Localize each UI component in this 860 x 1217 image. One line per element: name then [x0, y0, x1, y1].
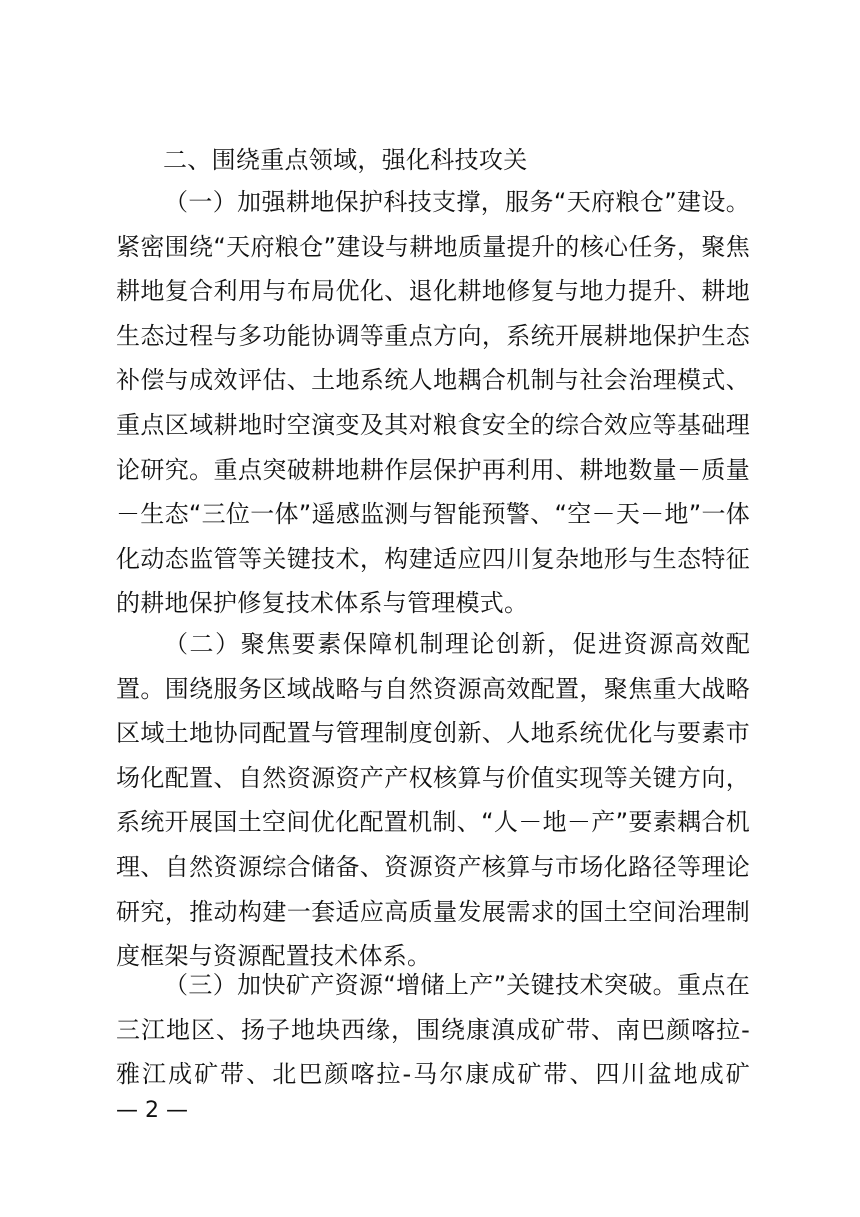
paragraph-farmland-protection: （一）加强耕地保护科技支撑，服务“天府粮仓”建设。紧密围绕“天府粮仓”建设与耕地质量提升的核心任务，聚焦耕地复合利用与布局优化、退化耕地修复与地力提升、耕地生态过程与多功能协调等重点方向，系统开展耕地保护生态补偿与成效评估、土地系统人地耦合机制与社会治理模式、重点区域耕地时空演变及其对粮食安全的综合效应等基础理论研究。重点突破耕地耕作层保护再利用、耕地数量－质量－生态“三位一体”遥感监测与智能预警、“空－天－地”一体化动态监管等关键技术，构建适应四川复杂地形与生态特征的耕地保护修复技术体系与管理模式。 [116, 188, 750, 618]
paragraph-mineral-resources: （三）加快矿产资源“增储上产”关键技术突破。重点在三江地区、扬子地块西缘，围绕康滇成矿带、南巴颜喀拉-雅江成矿带、北巴颜喀拉-马尔康成矿带、四川盆地成矿 [116, 971, 750, 1089]
page-number: — 2 — [116, 1098, 188, 1123]
paragraph-resource-allocation: （二）聚焦要素保障机制理论创新，促进资源高效配置。围绕服务区域战略与自然资源高效配置，聚焦重大战略区域土地协同配置与管理制度创新、人地系统优化与要素市场化配置、自然资源资产产权核算与价值实现等关键方向，系统开展国土空间优化配置机制、“人－地－产”要素耦合机理、自然资源综合储备、资源资产核算与市场化路径等理论研究，推动构建一套适应高质量发展需求的国土空间治理制度框架与资源配置技术体系。 [116, 630, 750, 971]
section-heading: 二、围绕重点领域，强化科技攻关 [163, 146, 528, 174]
